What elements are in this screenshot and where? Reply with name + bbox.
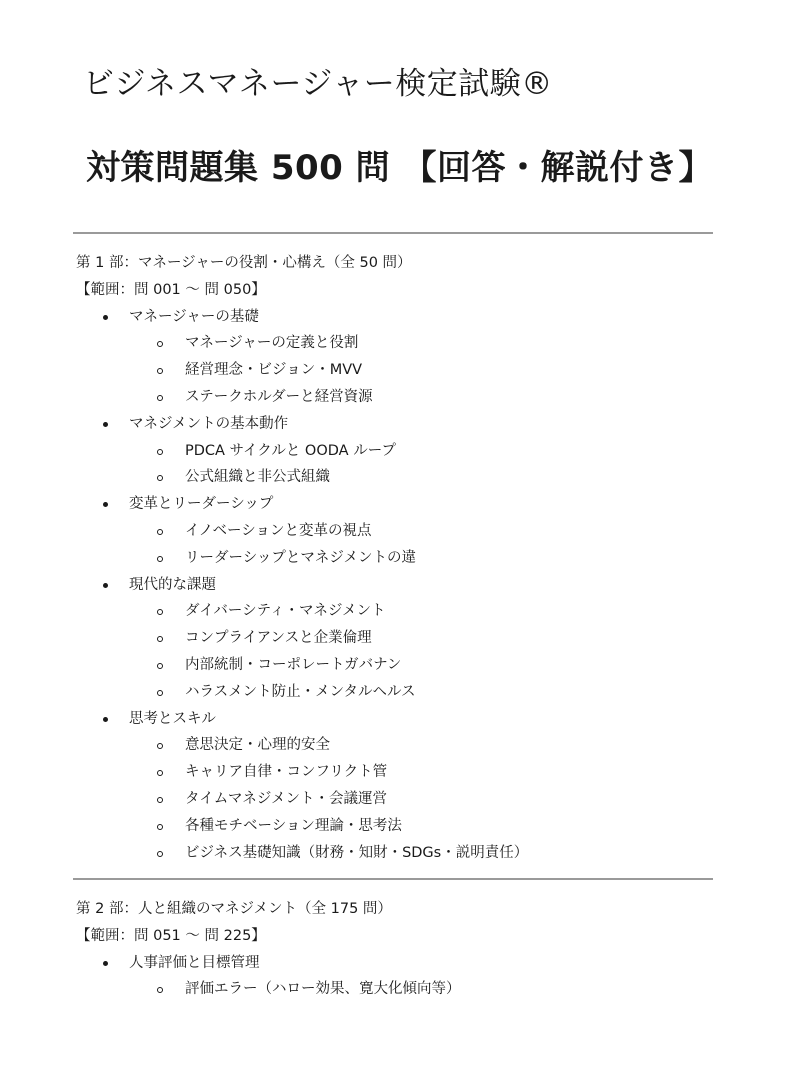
subtopic-item: リーダーシップとマネジメントの違 — [129, 545, 716, 572]
subtopic-item: イノベーションと変革の視点 — [129, 518, 716, 545]
topic-label: マネージャーの基礎 — [129, 308, 259, 325]
subtopic-item: 評価エラー（ハロー効果、寛大化傾向等） — [129, 976, 716, 1003]
subtopic-list — [129, 976, 716, 1003]
topic-label: 現代的な課題 — [129, 576, 216, 593]
subtopic-item: ビジネス基礎知識（財務・知財・SDGs・説明責任） — [129, 840, 716, 867]
divider-top — [73, 232, 713, 234]
topic-label: 人事評価と目標管理 — [129, 954, 260, 971]
topic-label: 変革とリーダーシップ — [129, 496, 274, 513]
divider-section — [73, 878, 713, 880]
subtopic-item: タイムマネジメント・会議運営 — [129, 786, 716, 813]
subtopic-item: 内部統制・コーポレートガバナン — [129, 652, 716, 679]
subtopic-item: 経営理念・ビジョン・MVV — [129, 357, 716, 384]
topic-item — [76, 411, 716, 491]
subtopic-item: PDCA サイクルと OODA ループ — [129, 438, 716, 465]
topic-item — [76, 950, 716, 1004]
subtopic-list — [129, 438, 716, 492]
topic-item — [76, 304, 716, 411]
subtopic-item: 公式組織と非公式組織 — [129, 464, 716, 491]
document-title: ビジネスマネージャー検定試験® — [83, 66, 553, 102]
topic-item — [76, 491, 716, 571]
subtopic-item: キャリア自律・コンフリクト管 — [129, 759, 716, 786]
topic-list — [76, 950, 716, 1004]
section-range: 【範囲：問 051 ～ 問 225】 — [76, 927, 266, 944]
subtopic-item: コンプライアンスと企業倫理 — [129, 625, 716, 652]
document-subtitle: 対策問題集 500 問 【回答・解説付き】 — [86, 148, 713, 188]
subtopic-list — [129, 598, 716, 705]
subtopic-item: マネージャーの定義と役割 — [129, 330, 716, 357]
subtopic-list — [129, 518, 716, 572]
topic-label: マネジメントの基本動作 — [129, 415, 289, 432]
topic-item — [76, 572, 716, 706]
section-part-2 — [76, 896, 716, 1003]
subtopic-item: ステークホルダーと経営資源 — [129, 384, 716, 411]
subtopic-item: ハラスメント防止・メンタルヘルス — [129, 679, 716, 706]
subtopic-item: ダイバーシティ・マネジメント — [129, 598, 716, 625]
subtopic-item: 意思決定・心理的安全 — [129, 732, 716, 759]
topic-item — [76, 706, 716, 867]
section-part-1 — [76, 250, 716, 866]
section-heading: 第 2 部：人と組織のマネジメント（全 175 問） — [76, 901, 392, 917]
subtopic-list — [129, 732, 716, 866]
section-heading: 第 1 部：マネージャーの役割・心構え（全 50 問） — [76, 255, 412, 271]
topic-label: 思考とスキル — [129, 710, 216, 727]
topic-list — [76, 304, 716, 867]
section-range: 【範囲：問 001 ～ 問 050】 — [76, 281, 266, 298]
subtopic-list — [129, 330, 716, 410]
subtopic-item: 各種モチベーション理論・思考法 — [129, 813, 716, 840]
